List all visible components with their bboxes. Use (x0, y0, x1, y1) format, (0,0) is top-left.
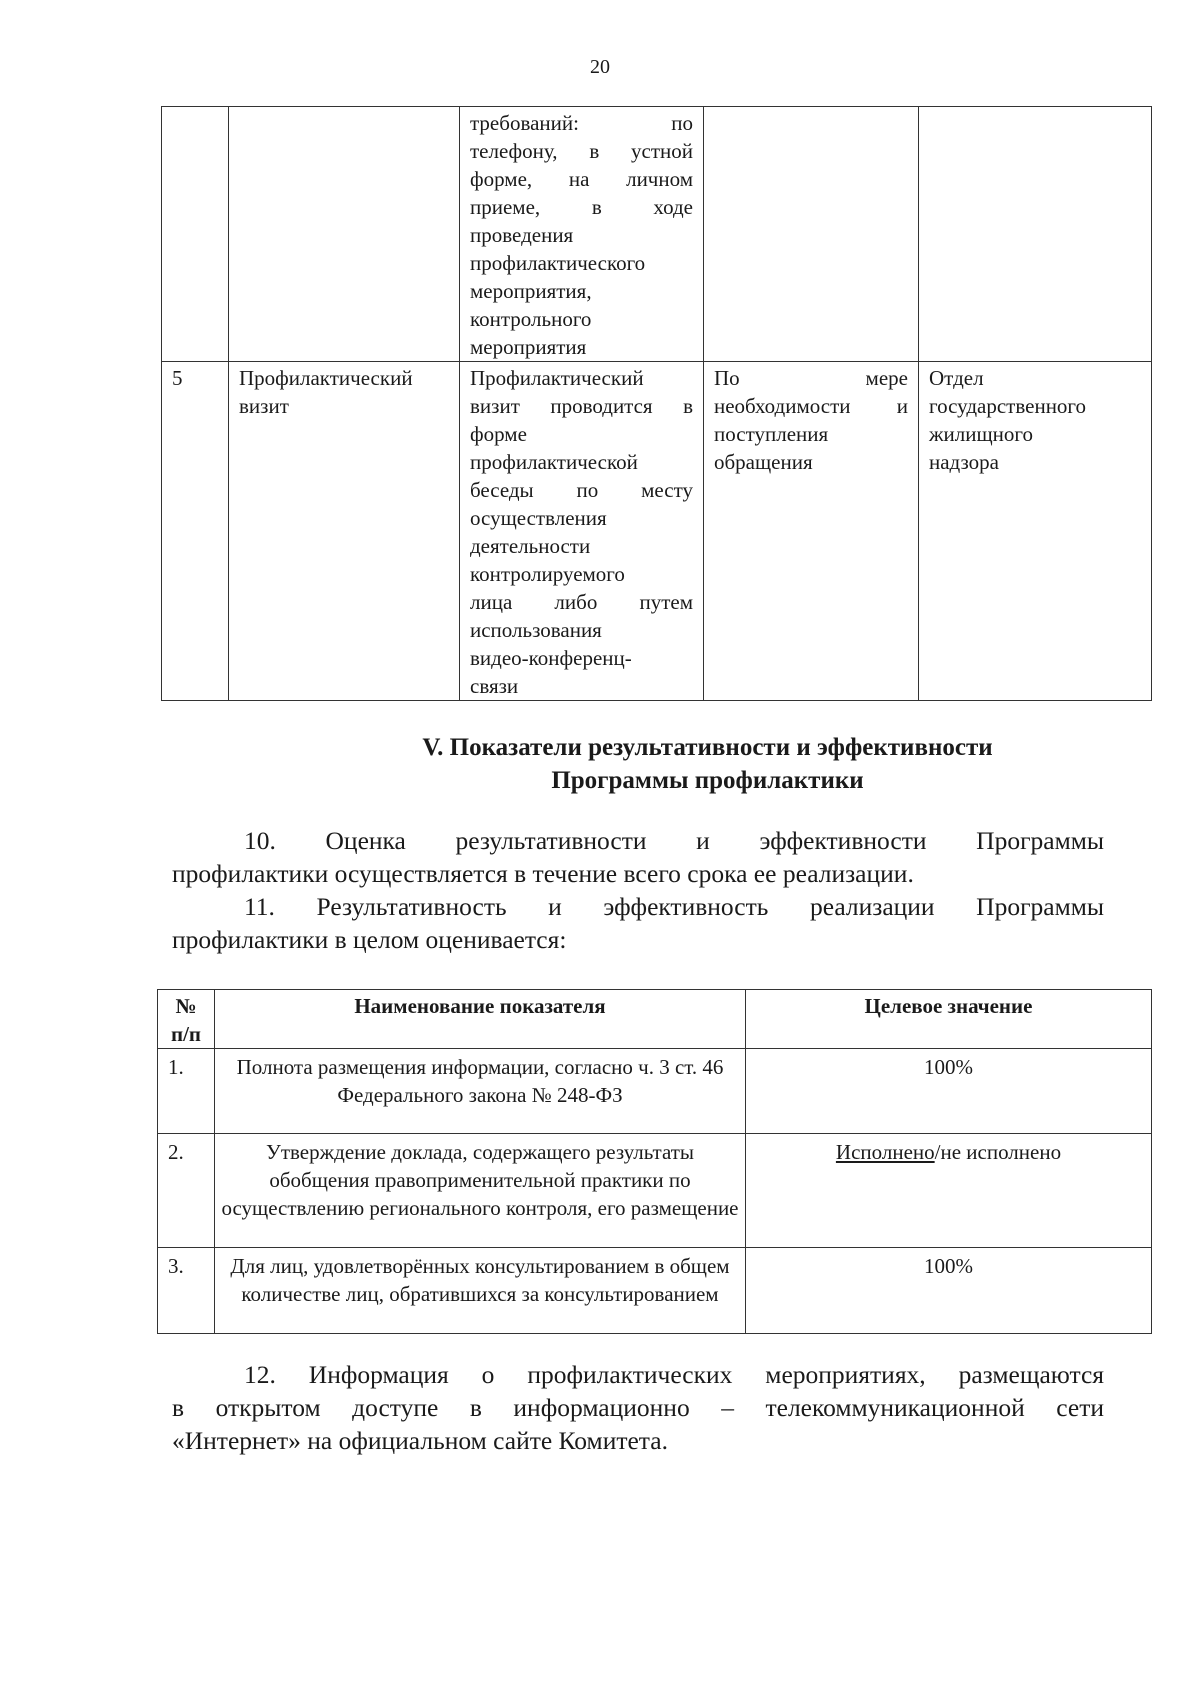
text-line: видео-конференц- (470, 646, 632, 670)
indicator-number: 2. (158, 1134, 215, 1248)
measure-name (229, 107, 460, 362)
measure-period (704, 107, 919, 362)
text-line: государственного (929, 394, 1087, 418)
text-line: обращения (714, 450, 813, 474)
text-line: профилактического (470, 251, 646, 275)
text-line: 11. Результативность и эффективность реализации Программы (244, 892, 1104, 921)
indicator-name: Полнота размещения информации, согласно ч. 3 ст. 46 Федерального закона № 248-ФЗ (215, 1049, 746, 1134)
text-line: 10. Оценка результативности и эффективности Программы (244, 826, 1104, 855)
measure-responsible (919, 362, 1152, 701)
indicator-name: Для лиц, удовлетворённых консультированием в общем количестве лиц, обратившихся за консультированием (215, 1248, 746, 1334)
text-line: По мере (714, 366, 908, 390)
target-text: 100% (924, 1055, 973, 1079)
target-text: 100% (924, 1254, 973, 1278)
section-heading-line: V. Показатели результативности и эффективности (422, 734, 993, 761)
text-line: жилищного (929, 422, 1033, 446)
text-line: использования (470, 618, 602, 642)
table-row (158, 1049, 1152, 1134)
table-row (162, 362, 1152, 701)
column-header-num: № п/п (158, 990, 215, 1049)
indicator-number: 1. (158, 1049, 215, 1134)
measure-name (229, 362, 460, 701)
table-header-row (158, 990, 1152, 1049)
text-line: форме (470, 422, 527, 446)
indicator-name: Утверждение доклада, содержащего результаты обобщения правоприменительной практики по осуществлению регионального контроля, его размещение (215, 1134, 746, 1248)
text-line: осуществления (470, 506, 607, 530)
measure-responsible (919, 107, 1152, 362)
text-line: поступления (714, 422, 829, 446)
column-header-name: Наименование показателя (215, 990, 746, 1049)
indicator-target (746, 1049, 1152, 1134)
text-line: беседы по месту (470, 478, 693, 502)
text-line: мероприятия, (470, 279, 592, 303)
table-row (162, 107, 1152, 362)
text-line: Профилактический (470, 366, 644, 390)
text-line: профилактической (470, 450, 638, 474)
indicator-target (746, 1134, 1152, 1248)
text-line: в открытом доступе в информационно – телекоммуникационной сети (172, 1393, 1104, 1422)
text-line: контрольного (470, 307, 592, 331)
text-line: требований: по (470, 111, 693, 135)
measures-table (161, 106, 1152, 701)
paragraph-12 (172, 1358, 1104, 1457)
text-line: деятельности (470, 534, 591, 558)
measure-description (460, 362, 704, 701)
indicator-target (746, 1248, 1152, 1334)
section-heading (160, 731, 1200, 797)
section-heading-line: Программы профилактики (551, 767, 864, 794)
table-row (158, 1248, 1152, 1334)
text-line: надзора (929, 450, 999, 474)
text-line: 12. Информация о профилактических мероприятиях, размещаются (244, 1360, 1104, 1389)
text-line: профилактики в целом оценивается: (172, 925, 567, 954)
text-line: визит (239, 394, 289, 418)
page-number: 20 (590, 56, 610, 78)
measure-period (704, 362, 919, 701)
measure-number (162, 107, 229, 362)
text-line: профилактики осуществляется в течение всего срока ее реализации. (172, 859, 914, 888)
target-selected: Исполнено (835, 1140, 935, 1164)
text-line: лица либо путем (470, 590, 693, 614)
text-line: визит проводится в (470, 394, 693, 418)
target-text: /не исполнено (934, 1140, 1062, 1164)
text-line: Отдел (929, 366, 984, 390)
table-row (158, 1134, 1152, 1248)
text-line: «Интернет» на официальном сайте Комитета. (172, 1426, 668, 1455)
text-line: телефону, в устной (470, 139, 693, 163)
paragraph-10 (172, 824, 1104, 890)
text-line: проведения (470, 223, 574, 247)
text-line: мероприятия (470, 335, 587, 359)
text-line: приеме, в ходе (470, 195, 693, 219)
text-line: Профилактический (239, 366, 413, 390)
text-line: контролируемого (470, 562, 625, 586)
column-header-target: Целевое значение (746, 990, 1152, 1049)
text-line: связи (470, 674, 519, 698)
indicator-number: 3. (158, 1248, 215, 1334)
text-line: необходимости и (714, 394, 908, 418)
text-line: форме, на личном (470, 167, 693, 191)
measure-description (460, 107, 704, 362)
indicators-table (157, 989, 1152, 1334)
measure-number: 5 (162, 362, 229, 701)
paragraph-11 (172, 890, 1104, 956)
